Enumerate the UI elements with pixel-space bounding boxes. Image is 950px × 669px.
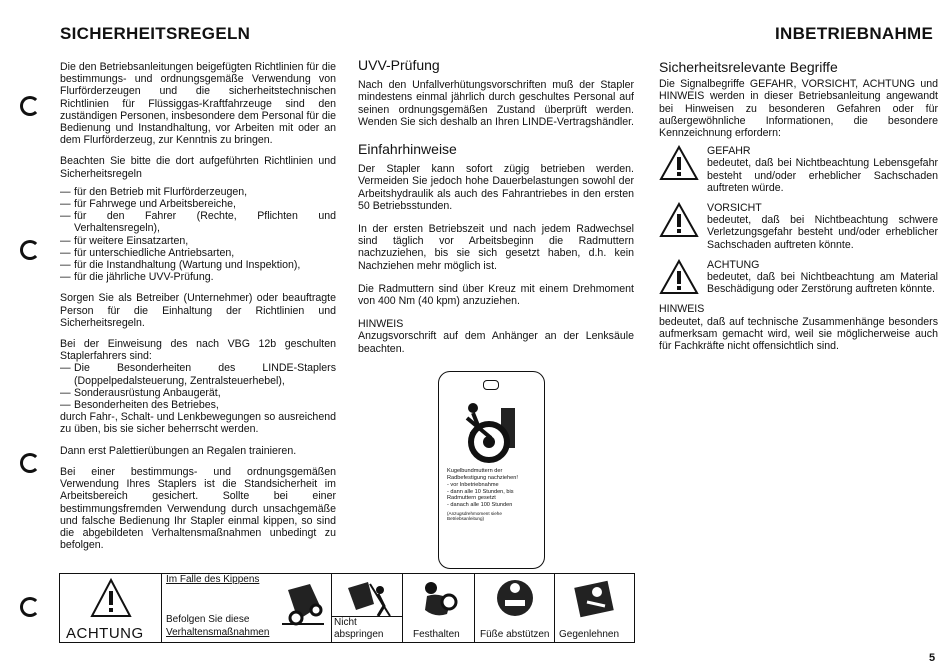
instruction-cell bbox=[161, 574, 332, 642]
hold-on-icon bbox=[417, 578, 461, 620]
heading-begriffe: Sicherheitsrelevante Begriffe bbox=[659, 59, 838, 75]
list-item: — für die Instandhaltung (Wartung und Inspektion), bbox=[60, 259, 336, 271]
warning-text: bedeutet, daß bei Nichtbeachtung Lebensgefahr besteht und/oder erheblicher Sachschaden auftreten würde. bbox=[707, 157, 938, 194]
paragraph: Nach den Unfallverhütungsvorschriften muß der Stapler mindestens einmal jährlich durch geschultes Personal auf seinen ordnungsgemäßen Zustand überprüft werden. Wenden Sie sich deshalb an Ihren LINDE-Vertragshändler. bbox=[358, 79, 634, 128]
left-title: SICHERHEITSREGELN bbox=[60, 24, 251, 43]
hinweis-label: HINWEIS bbox=[358, 318, 404, 331]
abspringen-label: abspringen bbox=[334, 629, 384, 640]
punch-hole bbox=[20, 96, 40, 116]
tipping-forklift-icon bbox=[280, 582, 326, 626]
paragraph: Beachten Sie bitte die dort aufgeführten Richtlinien und Sicherheitsregeln bbox=[60, 155, 336, 180]
heading-uvv: UVV-Prüfung bbox=[358, 57, 440, 73]
tag-footnote: (Anzugsdrehmoment siehe Betriebsanleitung) bbox=[447, 510, 502, 521]
list-item: — Besonderheiten des Betriebes, bbox=[60, 399, 336, 411]
achtung-label: ACHTUNG bbox=[66, 625, 144, 642]
instruction-list bbox=[60, 362, 336, 411]
hold-on-cell bbox=[402, 574, 475, 642]
punch-hole bbox=[20, 597, 40, 617]
achtung-cell bbox=[60, 574, 161, 642]
list-item: — für Fahrwege und Arbeitsbereiche, bbox=[60, 198, 336, 210]
divider bbox=[332, 616, 403, 617]
punch-hole bbox=[20, 240, 40, 260]
lean-away-icon bbox=[573, 578, 617, 620]
tag-title: Kugelbundmuttern der Radbefestigung nachziehen! bbox=[447, 468, 518, 481]
verhalten-label: Verhaltensmaßnahmen bbox=[166, 627, 270, 638]
rules-list bbox=[60, 186, 336, 284]
warning-term: ACHTUNG bbox=[707, 258, 760, 271]
right-title: INBETRIEBNAHME bbox=[775, 24, 934, 43]
no-jump-icon bbox=[342, 578, 392, 620]
wheel-nut-tag bbox=[438, 371, 545, 569]
paragraph: Sorgen Sie als Betreiber (Unternehmer) oder beauftragte Person für die Einhaltung der Richtlinien und Sicherheitsregeln. bbox=[60, 292, 336, 329]
paragraph: Dann erst Palettierübungen an Regalen trainieren. bbox=[60, 444, 297, 457]
middle-column bbox=[358, 59, 634, 364]
paragraph: Bei einer bestimmungs- und ordnungsgemäßen Verwendung Ihres Staplers ist die Standsicherheit im Arbeitsbereich gesichert. Sollte bei einer bestimmungsfremden Verwendung durch unsachgemäße und falsche Bedienung Ihr Stapler einmal kippen, so sind die abgebildeten Verhaltensmaßnahmen unbedingt zu befolgen. bbox=[60, 465, 336, 552]
list-item: — für unterschiedliche Antriebsarten, bbox=[60, 247, 336, 259]
tag-list-item: - danach alle 100 Stunden bbox=[447, 501, 513, 508]
left-column bbox=[60, 61, 336, 560]
list-item: — für die jährliche UVV-Prüfung. bbox=[60, 271, 336, 283]
paragraph: Der Stapler kann sofort zügig betrieben werden. Vermeiden Sie jedoch hohe Dauerbelastungen sowohl der Arbeitshydraulik als auch des Fahrantriebes in den ersten 50 Betriebsstunden. bbox=[358, 163, 634, 212]
tag-list-item: - dann alle 10 Stunden, bis Radmuttern gesetzt bbox=[447, 488, 514, 502]
wheel-wrench-icon bbox=[461, 398, 527, 464]
brace-feet-icon bbox=[493, 578, 537, 620]
warning-term: VORSICHT bbox=[707, 202, 762, 215]
paragraph: Anzugsvorschrift auf dem Anhänger an der Lenksäule beachten. bbox=[358, 330, 634, 355]
page-number: 5 bbox=[929, 652, 936, 664]
warning-triangle-icon bbox=[659, 202, 699, 238]
befolgen-label: Befolgen Sie diese bbox=[166, 614, 250, 625]
tag-item-text: danach alle 100 Stunden bbox=[450, 501, 513, 508]
warning-text: bedeutet, daß bei Nichtbeachtung am Material Beschädigung oder Zerstörung auftreten könnte. bbox=[707, 271, 938, 296]
heading-einfahr: Einfahrhinweise bbox=[358, 141, 457, 158]
warning-triangle-icon bbox=[90, 578, 132, 618]
paragraph: Die den Betriebsanleitungen beigefügten Richtlinien für die bestimmungs- und ordnungsgemäße Verwendung von Flurförderzeugen und die sicherheitstechnischen Richtlinien für Flüssiggas-Kraftfahrzeuge sind den zuständigen Personen, insbesondere dem Personal für die Bedienung und Instandhaltung, vor Arbeiten mit oder an dem Flurförderzeug, zur Kenntnis zu bringen. bbox=[60, 61, 336, 147]
tag-list bbox=[447, 482, 539, 508]
warning-triangle-icon bbox=[659, 145, 699, 181]
list-item: — Sonderausrüstung Anbaugerät, bbox=[60, 387, 336, 399]
gegenlehnen-label: Gegenlehnen bbox=[559, 629, 620, 640]
warning-triangle-icon bbox=[659, 259, 699, 295]
paragraph: bedeutet, daß auf technische Zusammenhänge besonders aufmerksam gemacht wird, weil sie möglicherweise auch für Fachkräfte nicht offensichtlich sind. bbox=[659, 315, 938, 353]
list-item: — für weitere Einsatzarten, bbox=[60, 235, 336, 247]
paragraph: Die Signalbegriffe GEFAHR, VORSICHT, ACHTUNG und HINWEIS werden in dieser Betriebsanleitung angewandt bei Hinweisen zu besonderen Gefahren oder für außergewöhnliche Informationen, die besondere Kennzeichnung erfordern: bbox=[659, 78, 938, 140]
nicht-label: Nicht bbox=[334, 617, 357, 628]
warning-item bbox=[659, 202, 938, 251]
fuesse-label: Füße abstützen bbox=[480, 629, 550, 640]
paragraph: Die Radmuttern sind über Kreuz mit einem Drehmoment von 400 Nm (40 kpm) anzuziehen. bbox=[358, 282, 634, 308]
paragraph: durch Fahr-, Schalt- und Lenkbewegungen so ausreichend zu üben, bis sie sicher beherrscht werden. bbox=[60, 411, 336, 436]
tag-list-item: - vor Inbetriebnahme bbox=[447, 482, 499, 489]
warning-text: bedeutet, daß bei Nichtbeachtung schwere Verletzungsgefahr besteht und/oder erheblicher Sachschaden auftreten könnte. bbox=[707, 214, 938, 251]
tipping-banner bbox=[59, 573, 635, 643]
lean-away-cell bbox=[554, 574, 635, 642]
tag-hole bbox=[483, 380, 499, 390]
paragraph: Bei der Einweisung des nach VBG 12b geschulten Staplerfahrers sind: bbox=[60, 338, 336, 363]
list-item: — Die Besonderheiten des LINDE-Staplers (Doppelpedalsteuerung, Zentralsteuerhebel), bbox=[60, 362, 336, 386]
tag-item-text: vor Inbetriebnahme bbox=[450, 482, 499, 489]
festhalten-label: Festhalten bbox=[413, 629, 460, 640]
list-item: — für den Betrieb mit Flurförderzeugen, bbox=[60, 186, 336, 198]
list-item: — für den Fahrer (Rechte, Pflichten und Verhaltensregeln), bbox=[60, 210, 336, 234]
warning-item bbox=[659, 259, 938, 296]
paragraph: In der ersten Betriebszeit und nach jedem Radwechsel sind täglich vor Arbeitsbeginn die Radmuttern nachzuziehen, bis sie sich gesetzt haben, d.h. kein Nachziehen mehr möglich ist. bbox=[358, 223, 634, 272]
warning-item bbox=[659, 145, 938, 194]
warning-term: GEFAHR bbox=[707, 145, 751, 158]
tag-item-text: dann alle 10 Stunden, bis Radmuttern gesetzt bbox=[447, 488, 514, 502]
hinweis-label: HINWEIS bbox=[659, 303, 705, 316]
brace-feet-cell bbox=[474, 574, 555, 642]
kippen-label: Im Falle des Kippens bbox=[166, 574, 260, 585]
right-column bbox=[659, 61, 938, 361]
warning-list bbox=[659, 145, 938, 295]
punch-hole bbox=[20, 453, 40, 473]
do-not-jump-cell bbox=[331, 574, 403, 642]
